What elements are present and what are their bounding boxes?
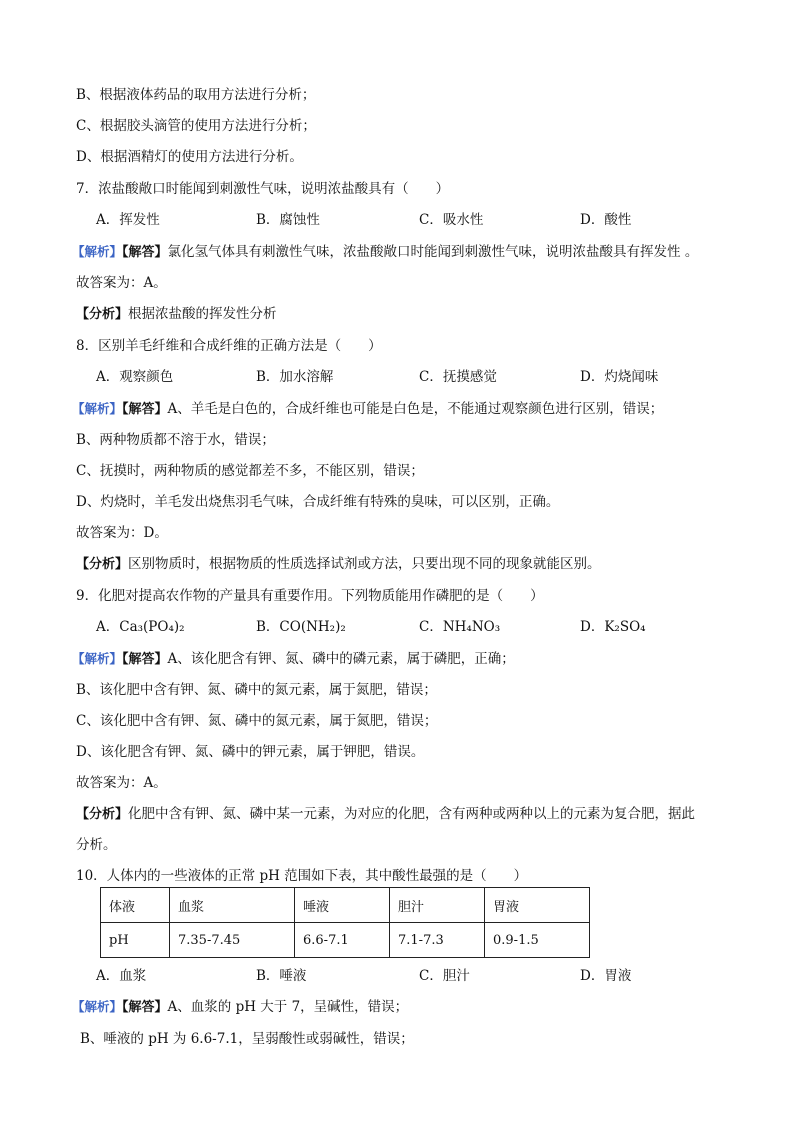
fenxi-tag: 【分析】 xyxy=(76,557,129,572)
q10-line-b: B、唾液的 pH 为 6.6-7.1，呈弱酸性或弱碱性，错误； xyxy=(80,1031,414,1047)
jiexi-tag: 【解析】 xyxy=(72,244,123,259)
q8-line-b: B、两种物质都不溶于水，错误； xyxy=(76,432,275,448)
q8-analysis xyxy=(76,552,601,572)
fenxi-tag: 【分析】 xyxy=(76,307,129,322)
q10-option-d: D．胃液 xyxy=(580,968,632,984)
table-row xyxy=(101,888,590,923)
q10-answer-text: A、血浆的 pH 大于 7，呈碱性，错误； xyxy=(167,999,409,1015)
q7-options xyxy=(96,208,696,228)
jieda-tag: 【解答】 xyxy=(122,402,168,417)
q8-final: 故答案为：D。 xyxy=(76,525,168,541)
jiexi-tag: 【解析】 xyxy=(72,651,123,666)
q9-option-b: B．CO(NH₂)₂ xyxy=(256,619,346,635)
table-row xyxy=(101,923,590,958)
jieda-tag: 【解答】 xyxy=(122,1000,168,1015)
table-cell: pH xyxy=(101,923,170,958)
q8-line-c: C、抚摸时，两种物质的感觉都差不多，不能区别，错误； xyxy=(76,463,424,479)
intro-line-b: B、根据液体药品的取用方法进行分析； xyxy=(76,87,316,103)
q9-analysis-text-1: 化肥中含有钾、氮、磷中某一元素，为对应的化肥，含有两种或两种以上的元素为复合肥，据此 xyxy=(128,806,696,822)
jieda-tag: 【解答】 xyxy=(122,652,168,667)
table-cell: 胃液 xyxy=(485,888,590,923)
q7-option-a: A．挥发性 xyxy=(96,212,160,228)
q8-stem: 8．区别羊毛纤维和合成纤维的正确方法是（ ） xyxy=(76,338,382,354)
table-cell: 0.9-1.5 xyxy=(485,923,590,958)
q9-line-b: B、该化肥中含有钾、氮、磷中的氮元素，属于氮肥，错误； xyxy=(76,682,437,698)
q9-stem: 9．化肥对提高农作物的产量具有重要作用。下列物质能用作磷肥的是（ ） xyxy=(76,588,544,604)
q7-option-b: B．腐蚀性 xyxy=(256,212,320,228)
jiexi-tag: 【解析】 xyxy=(72,999,123,1014)
q9-line-c: C、该化肥中含有钾、氮、磷中的氮元素，属于氮肥，错误； xyxy=(76,713,438,729)
jiexi-tag: 【解析】 xyxy=(72,401,123,416)
q8-answer xyxy=(72,397,663,417)
q7-analysis-text: 根据浓盐酸的挥发性分析 xyxy=(128,306,277,322)
q7-option-c: C．吸水性 xyxy=(419,212,484,228)
q9-answer-text: A、该化肥含有钾、氮、磷中的磷元素，属于磷肥，正确； xyxy=(167,651,515,667)
q8-option-b: B．加水溶解 xyxy=(256,369,334,385)
q10-option-b: B．唾液 xyxy=(256,968,307,984)
q9-options xyxy=(96,615,696,635)
q10-stem: 10．人体内的一些液体的正常 pH 范围如下表，其中酸性最强的是（ ） xyxy=(76,868,528,884)
q8-option-d: D．灼烧闻味 xyxy=(580,369,659,385)
table-cell: 7.1-7.3 xyxy=(390,923,485,958)
q10-option-c: C．胆汁 xyxy=(419,968,470,984)
q8-answer-text: A、羊毛是白色的，合成纤维也可能是白色是，不能通过观察颜色进行区别，错误； xyxy=(167,401,664,417)
q7-analysis xyxy=(76,302,277,322)
table-cell: 血浆 xyxy=(170,888,295,923)
q9-analysis-cont: 分析。 xyxy=(76,837,117,853)
q7-option-d: D．酸性 xyxy=(580,212,632,228)
q8-line-d: D、灼烧时，羊毛发出烧焦羽毛气味，合成纤维有特殊的臭味，可以区别，正确。 xyxy=(76,494,560,510)
q10-options xyxy=(96,964,696,984)
q9-answer xyxy=(72,647,515,667)
q8-option-a: A．观察颜色 xyxy=(96,369,174,385)
table-cell: 胆汁 xyxy=(390,888,485,923)
table-cell: 7.35-7.45 xyxy=(170,923,295,958)
table-cell: 6.6-7.1 xyxy=(295,923,390,958)
table-cell: 唾液 xyxy=(295,888,390,923)
q8-analysis-text: 区别物质时，根据物质的性质选择试剂或方法，只要出现不同的现象就能区别。 xyxy=(128,556,601,572)
q9-final: 故答案为：A。 xyxy=(76,775,167,791)
intro-line-c: C、根据胶头滴管的使用方法进行分析； xyxy=(76,118,316,134)
q10-option-a: A．血浆 xyxy=(96,968,147,984)
q10-answer xyxy=(72,995,408,1015)
q8-options xyxy=(96,365,696,385)
intro-line-d: D、根据酒精灯的使用方法进行分析。 xyxy=(76,149,303,165)
q7-answer xyxy=(72,240,698,260)
q9-line-d: D、该化肥含有钾、氮、磷中的钾元素，属于钾肥，错误。 xyxy=(76,744,425,760)
q7-stem: 7．浓盐酸敞口时能闻到刺激性气味，说明浓盐酸具有（ ） xyxy=(76,181,450,197)
q9-option-c: C．NH₄NO₃ xyxy=(419,619,501,635)
table-cell: 体液 xyxy=(101,888,170,923)
fenxi-tag: 【分析】 xyxy=(76,807,129,822)
q9-option-d: D．K₂SO₄ xyxy=(580,619,646,635)
q9-option-a: A．Ca₃(PO₄)₂ xyxy=(96,619,185,635)
jieda-tag: 【解答】 xyxy=(122,245,168,260)
q8-option-c: C．抚摸感觉 xyxy=(419,369,497,385)
q7-answer-text: 氯化氢气体具有刺激性气味，浓盐酸敞口时能闻到刺激性气味，说明浓盐酸具有挥发性 。 xyxy=(167,244,699,260)
q7-final: 故答案为：A。 xyxy=(76,275,167,291)
ph-table xyxy=(100,887,590,958)
q9-analysis xyxy=(76,802,695,822)
